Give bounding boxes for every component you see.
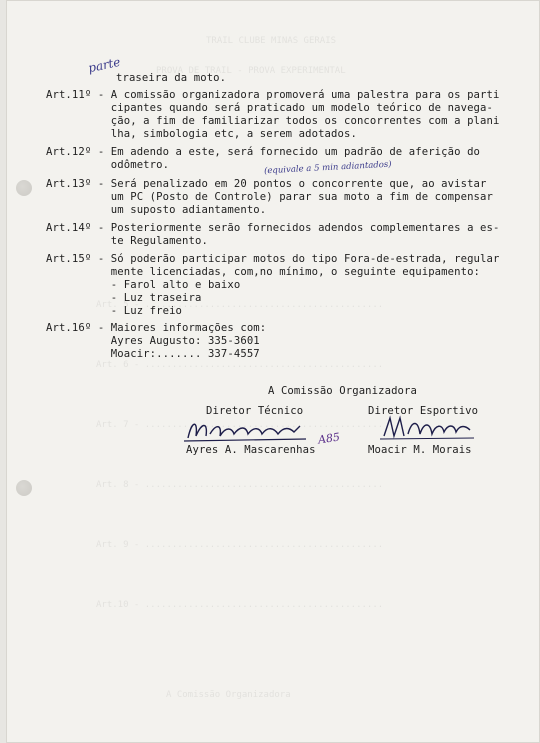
name-right: Moacir M. Morais [368, 444, 472, 456]
signature-left [182, 414, 312, 446]
article-13-line: um suposto adiantamento. [46, 204, 267, 216]
article-15-line: - Luz traseira [46, 292, 202, 304]
article-15-line: mente licenciadas, com,no mínimo, o seguinte equipamento: [46, 266, 481, 278]
signature-right [378, 412, 478, 444]
role-left: Diretor Técnico [206, 405, 304, 417]
article-16-line: Art.16º - Maiores informações com: [46, 322, 267, 334]
punch-hole [16, 180, 32, 196]
article-16-line: Ayres Augusto: 335-3601 [46, 335, 260, 347]
handwritten-note-parte: parte [86, 54, 122, 76]
article-11-line: lha, simbologia etc, a serem adotados. [46, 128, 357, 140]
article-14-line: te Regulamento. [46, 235, 208, 247]
article-11-line: ção, a fim de familiarizar todos os concorrentes com a plani [46, 115, 500, 127]
article-15-line: - Luz freio [46, 305, 183, 317]
article-12-line: Art.12º - Em adendo a este, será fornecido um padrão de aferição do [46, 146, 481, 158]
article-13-line: um PC (Posto de Controle) parar sua moto a fim de compensar [46, 191, 493, 203]
handwritten-annotation: A85 [317, 430, 341, 447]
article-12-line: odômetro. [46, 159, 170, 171]
article-11-line: Art.11º - A comissão organizadora promoverá uma palestra para os parti [46, 89, 500, 101]
article-15-line: Art.15º - Só poderão participar motos do tipo Fora-de-estrada, regular [46, 253, 500, 265]
punch-hole [16, 480, 32, 496]
handwritten-note-equivale: (equivale a 5 min adiantados) [263, 159, 392, 177]
text-line: traseira da moto. [116, 72, 227, 84]
document-page [6, 0, 540, 743]
article-13-line: Art.13º - Será penalizado em 20 pontos o concorrente que, ao avistar [46, 178, 487, 190]
name-left: Ayres A. Mascarenhas [186, 444, 316, 456]
bleed-through-text: TRAIL CLUBE MINAS GERAIS PROVA DE TRAIL - PROVA EXPERIMENTAL Art. 5 - ............................................ Art. 6 - ............................................ Art. 7 - ............................................ Art. 8 - ............................................ Art. 9 - ............................................ Art.10 - ............................................ A Comissão Organizadora [96, 36, 384, 700]
article-11-line: cipantes quando será praticado um modelo teórico de navega- [46, 102, 493, 114]
article-14-line: Art.14º - Posteriormente serão fornecidos adendos complementares a es- [46, 222, 500, 234]
article-16-line: Moacir:....... 337-4557 [46, 348, 260, 360]
committee-label: A Comissão Organizadora [268, 385, 417, 397]
role-right: Diretor Esportivo [368, 405, 479, 417]
article-15-line: - Farol alto e baixo [46, 279, 241, 291]
